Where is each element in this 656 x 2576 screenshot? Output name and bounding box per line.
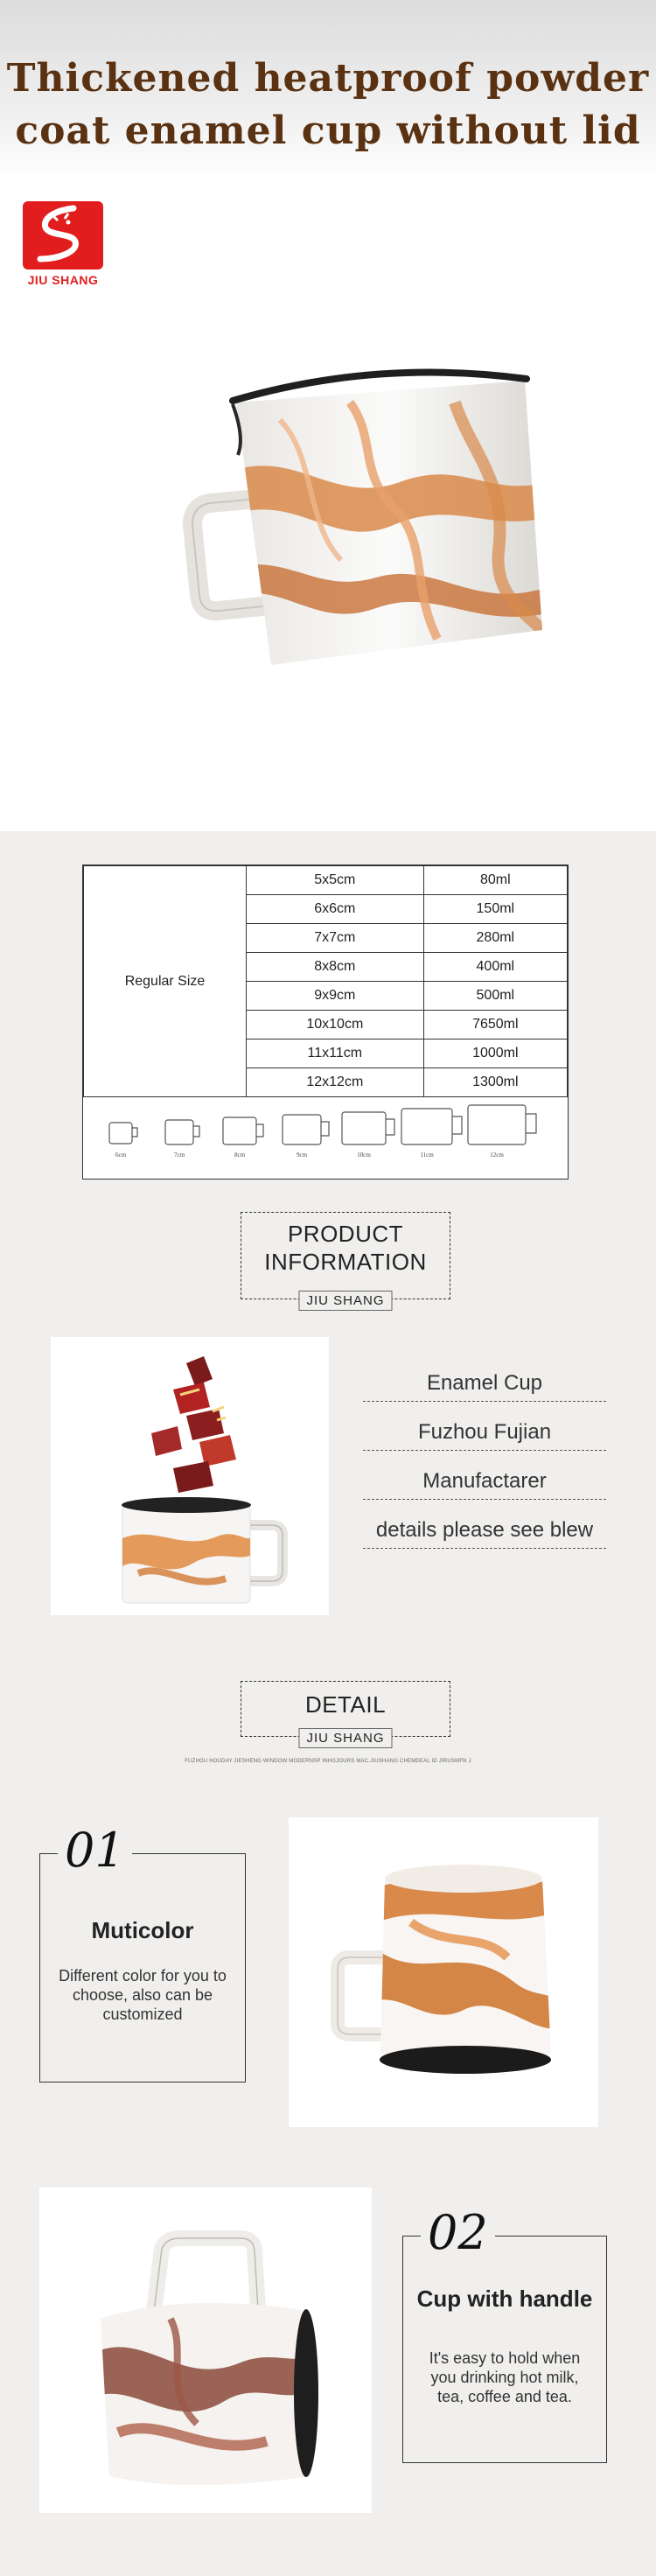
detail-sub: JIU SHANG (298, 1728, 392, 1748)
diagram-label: 11cm (420, 1152, 434, 1158)
feature-02-photo (39, 2188, 372, 2513)
size-table-grid (83, 865, 568, 1097)
size-cell: 5x5cm (247, 866, 424, 895)
enamel-cup-side-image (39, 2188, 372, 2513)
detail-fine-print: FUZHOU HOUDAY JIESHENG WINDOW MODERNSP INHGJOURS MAC.JIUSHANG CHEMDEAL ID JIRUSMFN J (185, 1759, 471, 1764)
volume-cell: 80ml (423, 866, 567, 895)
size-cell: 10x10cm (247, 1011, 424, 1040)
detail-heading-box (241, 1681, 450, 1746)
size-comparison-diagram (92, 1091, 559, 1172)
enamel-cup-with-candy-image (51, 1337, 329, 1615)
size-table-label: Regular Size (84, 866, 247, 1097)
enamel-cup-upside-down-image (289, 1817, 598, 2127)
brand-logo-icon (23, 201, 103, 270)
volume-cell: 400ml (423, 953, 567, 982)
hero-section (0, 0, 656, 831)
feature-01-title: Muticolor (91, 1917, 194, 1943)
title-line-2: coat enamel cup without lid (15, 108, 641, 153)
size-cell: 11x11cm (247, 1040, 424, 1068)
volume-cell: 500ml (423, 982, 567, 1011)
diagram-label: 7cm (173, 1152, 185, 1158)
diagram-label: 10cm (357, 1152, 371, 1158)
title-band (0, 0, 656, 179)
diagram-label: 6cm (115, 1152, 127, 1158)
size-cell: 9x9cm (247, 982, 424, 1011)
brand-name: JIU SHANG (27, 273, 99, 287)
title-line-1: Thickened heatproof powder (6, 56, 650, 101)
feature-01-number: 01 (58, 1826, 132, 1875)
feature-02-number: 02 (421, 2208, 495, 2258)
volume-cell: 1000ml (423, 1040, 567, 1068)
product-info-photo (51, 1337, 329, 1615)
volume-cell: 1300ml (423, 1068, 567, 1097)
info-line: Enamel Cup (363, 1371, 606, 1402)
info-line: Manufactarer (363, 1469, 606, 1500)
feature-01-photo (289, 1817, 598, 2127)
diagram-label: 12cm (490, 1152, 504, 1158)
volume-cell: 7650ml (423, 1011, 567, 1040)
page-title (0, 52, 656, 158)
detail-heading: DETAIL (304, 1691, 387, 1718)
feature-02-desc: It's easy to hold when you drinking hot milk, tea, coffee and tea. (429, 2349, 581, 2405)
feature-02-title: Cup with handle (416, 2286, 593, 2312)
diagram-label: 8cm (234, 1152, 246, 1158)
brand-logo-mark (23, 201, 103, 270)
info-line: details please see blew (363, 1518, 606, 1549)
diagram-label: 9cm (296, 1152, 308, 1158)
size-cell: 6x6cm (247, 895, 424, 924)
size-cell: 7x7cm (247, 924, 424, 953)
brand-logo (23, 201, 103, 298)
size-cell: 12x12cm (247, 1068, 424, 1097)
feature-01-desc: Different color for you to choose, also can be customized (59, 1967, 227, 2023)
product-info-sub: JIU SHANG (298, 1291, 392, 1311)
table-row (84, 866, 568, 895)
product-info-heading-line2: INFORMATION (264, 1249, 427, 1275)
product-info-heading-line1: PRODUCT (287, 1221, 404, 1247)
enamel-cup-main-image (175, 350, 612, 788)
feature-02-box (402, 2205, 607, 2463)
size-table (82, 864, 569, 1180)
info-line: Fuzhou Fujian (363, 1420, 606, 1451)
size-cell: 8x8cm (247, 953, 424, 982)
feature-01-box (39, 1823, 246, 2082)
volume-cell: 280ml (423, 924, 567, 953)
product-info-heading-box (241, 1212, 450, 1308)
volume-cell: 150ml (423, 895, 567, 924)
